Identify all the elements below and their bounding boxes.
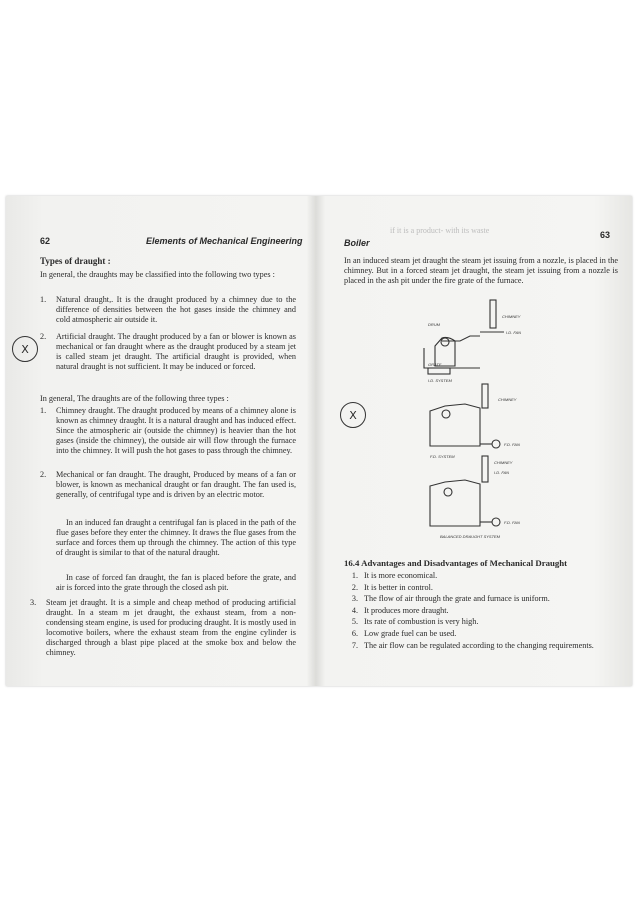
chimney-icon [482, 456, 488, 482]
chimney-icon [482, 384, 488, 408]
left-page [6, 196, 316, 686]
list-item: 2. It is better in control. [351, 582, 433, 592]
fd-fan-label: F.D. FAN [504, 442, 520, 447]
intro-paragraph: In general, the draughts may be classified into the following two types : [40, 270, 275, 279]
boiler-outline [430, 404, 480, 446]
forced-draught-system [430, 384, 520, 459]
right-page [320, 196, 632, 686]
drum-icon [441, 338, 449, 346]
general-paragraph: In general, The draughts are of the following three types : [40, 394, 229, 403]
list-number: 2. [40, 332, 47, 341]
chimney-label: CHIMNEY [502, 314, 521, 319]
list-item-natural-draught: Natural draught,. It is the draught produced by a chimney due to the difference of densities between the hot gases inside the chimney and cold atmospheric air outside it. [56, 295, 296, 324]
cross-mark: X [21, 342, 29, 356]
page-number: 62 [40, 236, 51, 246]
list-item-chimney-draught: Chimney draught. The draught produced by means of a chimney alone is known as chimney draught. It is a natural draught and has induced effect. Since the atmospheric air (outside the chimney) is heavier than the hot gases (inside the chimney), the outside air will flow through the furnace into the chimney. It will push the hot gases to pass through the chimney. [56, 406, 296, 455]
balanced-system-label: BALANCED DRAUGHT SYSTEM [440, 534, 501, 539]
grate-label: GRATE [428, 362, 442, 367]
page-number: 63 [600, 230, 611, 240]
list-item: 4. It produces more draught. [351, 605, 449, 615]
list-number: 2. [40, 470, 47, 479]
fd-system-label: F.D. SYSTEM [430, 454, 455, 459]
fd-fan-icon [492, 518, 500, 526]
list-number: 1. [40, 406, 47, 415]
margin-annotation-circle [12, 336, 38, 362]
fd-fan-icon [492, 440, 500, 448]
list-item: 7. The air flow can be regulated according to the changing requirements. [351, 640, 594, 650]
list-item-steam-jet-draught: Steam jet draught. It is a simple and cheap method of producing artificial draught. In a steam m jet draught, the exhaust steam, from a non-condensing steam engine, is used for producing draught. It is mostly used in locomotive boilers, where the exhaust steam from the engine cylinder is discharged through a blast pipe placed at the smoke box and below the chimney. [46, 598, 296, 657]
list-item: 1. It is more economical. [351, 571, 438, 580]
drum-label: DRUM [428, 322, 440, 327]
id-system-label: I.D. SYSTEM [428, 378, 452, 383]
induced-draught-system [424, 300, 521, 383]
running-head: Elements of Mechanical Engineering [146, 236, 303, 246]
chimney-label: CHIMNEY [498, 397, 517, 402]
forced-fan-paragraph: In case of forced fan draught, the fan is placed before the grate, and air is forced into the grate through the closed ash pit. [56, 573, 296, 592]
list-number: 1. [40, 295, 47, 304]
list-item: 6. Low grade fuel can be used. [351, 628, 457, 638]
list-item-mechanical-draught: Mechanical or fan draught. The draught, Produced by means of a fan or blower, is known as mechanical draught or fan draught. The fan used is, generally, of centrifugal type and is driven by an electric motor. [56, 470, 296, 499]
advantages-list [340, 570, 626, 651]
list-item: 5. Its rate of combustion is very high. [351, 617, 479, 627]
advantages-heading: 16.4 Advantages and Disadvantages of Mechanical Draught [344, 558, 568, 568]
list-item-artificial-draught: Artificial draught. The draught produced by a fan or blower is known as mechanical or fan draught where as the draught produced by a steam jet is called steam jet draught. The artificial draught is provided, when natural draught is not sufficient. It may be induced or forced. [56, 332, 296, 371]
list-number: 3. [30, 598, 37, 607]
cross-mark: X [349, 408, 357, 422]
balanced-draught-system [430, 456, 520, 539]
section-heading: Types of draught : [40, 256, 111, 266]
induced-fan-paragraph: In an induced fan draught a centrifugal fan is placed in the path of the flue gases before they enter the chimney. It draws the flue gases from the surface and forces them up through the chimney. The action of this type of draught is similar to that of the natural draught. [56, 518, 296, 557]
grate-icon [428, 368, 450, 374]
fd-fan-label: F.D. FAN [504, 520, 520, 525]
chimney-icon [490, 300, 496, 328]
book-spread [6, 196, 632, 686]
chimney-label: CHIMNEY [494, 460, 513, 465]
id-fan-label: I.D. FAN [506, 330, 522, 335]
draught-systems-diagram [420, 296, 600, 541]
bleed-through-text: if it is a product- with its waste [390, 226, 490, 235]
boiler-outline [430, 480, 480, 526]
margin-annotation-circle [340, 402, 366, 428]
list-item: 3. The flow of air through the grate and furnace is uniform. [351, 594, 550, 604]
steam-jet-paragraph: In an induced steam jet draught the steam jet issuing from a nozzle, is placed in the chimney. But in a forced steam jet draught, the steam jet issuing from a nozzle is placed in the ash pit under the fire grate of the furnace. [344, 256, 618, 285]
id-fan-label: I.D. FAN [494, 470, 510, 475]
running-head: Boiler [344, 238, 370, 248]
